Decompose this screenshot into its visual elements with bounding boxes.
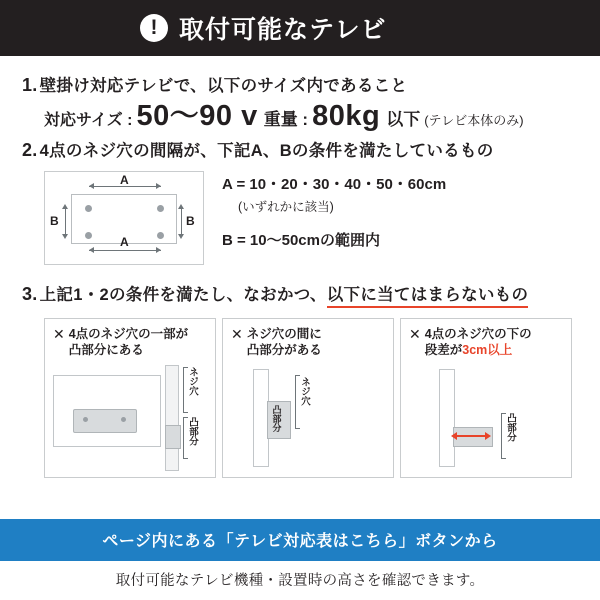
step-measure-line bbox=[455, 435, 487, 437]
requirement-3-text-pre: 上記1・2の条件を満たし、なおかつ、 bbox=[39, 286, 327, 304]
dim-line-b-right bbox=[181, 208, 182, 236]
requirement-1-number: 1. bbox=[22, 75, 38, 95]
dim-arrow-b-right-down bbox=[178, 234, 184, 239]
exclusion-card-3-line1: 4点のネジ穴の下の bbox=[424, 327, 532, 341]
weight-value: 80kg bbox=[312, 100, 381, 132]
side-profile-bar bbox=[165, 365, 179, 471]
exclusion-card-3-title bbox=[425, 326, 532, 359]
requirement-2-values bbox=[222, 169, 446, 250]
requirement-3-text-underlined: 以下に当てはまらないもの bbox=[327, 281, 529, 308]
exclusion-card-2-title bbox=[247, 326, 322, 359]
exclusion-card-2-heading bbox=[231, 326, 385, 359]
dim-line-b-left bbox=[65, 208, 66, 236]
dim-arrow-b-left-up bbox=[62, 204, 68, 209]
requirement-1-heading bbox=[22, 72, 578, 96]
requirement-2-heading bbox=[22, 137, 578, 161]
label-bump: 凸部分 bbox=[504, 412, 516, 441]
screw-hole-bottom-left bbox=[85, 232, 92, 239]
screw-hole-bottom-right bbox=[157, 232, 164, 239]
requirement-3 bbox=[22, 281, 578, 478]
weight-label: 重量 : bbox=[263, 110, 309, 129]
exclusion-card-1-title bbox=[69, 326, 188, 359]
label-screw-hole: ネジ穴 bbox=[186, 366, 198, 395]
requirement-1-text: 壁掛け対応テレビで、以下のサイズ内であること bbox=[39, 77, 408, 95]
size-value: 50〜90 v bbox=[136, 100, 258, 132]
footer-note-text: 取付可能なテレビ機種・設置時の高さを確認できます。 bbox=[0, 561, 600, 600]
exclusion-card-2 bbox=[222, 318, 394, 478]
weight-suffix: 以下 bbox=[386, 110, 421, 129]
screw-hole-top-left bbox=[85, 205, 92, 212]
screw-hole-right bbox=[121, 417, 126, 422]
requirement-2-content bbox=[44, 169, 578, 265]
label-bump-inner: 凸部分 bbox=[271, 404, 282, 432]
dim-label-b-right: B bbox=[186, 214, 195, 228]
requirement-2-number: 2. bbox=[22, 140, 38, 160]
exclamation-icon: ! bbox=[140, 14, 168, 42]
footer-highlight-text: ページ内にある「テレビ対応表はこちら」ボタンから bbox=[0, 519, 600, 561]
x-mark-icon: ✕ bbox=[409, 326, 421, 342]
content-body bbox=[0, 56, 600, 478]
dimension-a-note: (いずれかに該当) bbox=[238, 200, 334, 214]
screw-hole-diagram bbox=[44, 171, 204, 265]
dim-line-a-bottom bbox=[89, 250, 161, 251]
requirement-2 bbox=[22, 137, 578, 265]
dim-label-b-left: B bbox=[50, 214, 59, 228]
exclusion-card-2-line2: 凸部分がある bbox=[246, 343, 322, 358]
requirement-3-heading bbox=[22, 281, 578, 308]
step-measure-arrow-left bbox=[451, 432, 457, 440]
dim-arrow-a-bottom-left bbox=[89, 247, 94, 253]
exclusion-card-2-figure bbox=[231, 365, 385, 469]
dim-label-a-bottom: A bbox=[120, 235, 129, 249]
exclusion-card-1-heading bbox=[53, 326, 207, 359]
exclusion-card-2-line1: ネジ穴の間に bbox=[246, 327, 322, 341]
exclusion-card-3-line2-pre: 段差が bbox=[424, 343, 463, 358]
size-label: 対応サイズ : bbox=[44, 112, 133, 129]
exclusion-card-1-figure bbox=[53, 365, 207, 469]
requirement-1-spec bbox=[44, 102, 578, 131]
exclusion-card-3 bbox=[400, 318, 572, 478]
screw-hole-left bbox=[83, 417, 88, 422]
dim-arrow-a-bottom-right bbox=[156, 247, 161, 253]
dim-arrow-a-top-left bbox=[89, 183, 94, 189]
step-measure-arrow-right bbox=[485, 432, 491, 440]
screw-hole-top-right bbox=[157, 205, 164, 212]
page-header bbox=[0, 0, 600, 56]
page-footer bbox=[0, 519, 600, 600]
exclusion-cards bbox=[44, 318, 578, 478]
label-bump: 凸部分 bbox=[186, 416, 198, 445]
side-bump bbox=[165, 425, 181, 449]
label-screw-hole: ネジ穴 bbox=[298, 376, 310, 405]
exclusion-card-1-line2: 凸部分にある bbox=[68, 343, 144, 358]
page-title: 取付可能なテレビ bbox=[179, 16, 387, 44]
exclusion-card-3-figure bbox=[409, 365, 563, 469]
requirement-1 bbox=[22, 72, 578, 131]
x-mark-icon: ✕ bbox=[231, 326, 243, 342]
weight-note: (テレビ本体のみ) bbox=[424, 113, 524, 128]
dimension-a-values: A = 10・20・30・40・50・60cm bbox=[222, 176, 447, 193]
dim-arrow-a-top-right bbox=[156, 183, 161, 189]
requirement-3-number: 3. bbox=[22, 284, 38, 304]
exclusion-card-3-heading bbox=[409, 326, 563, 359]
dim-label-a-top: A bbox=[120, 173, 129, 187]
exclusion-card-1-line1: 4点のネジ穴の一部が bbox=[68, 327, 189, 341]
tv-back-panel bbox=[439, 369, 455, 467]
exclusion-card-3-line2-red: 3cm以上 bbox=[462, 343, 513, 358]
x-mark-icon: ✕ bbox=[53, 326, 65, 342]
requirement-2-text: 4点のネジ穴の間隔が、下記A、Bの条件を満たしているもの bbox=[39, 142, 494, 160]
exclusion-card-1 bbox=[44, 318, 216, 478]
dim-arrow-b-left-down bbox=[62, 234, 68, 239]
dim-arrow-b-right-up bbox=[178, 204, 184, 209]
dimension-b-values: B = 10〜50cmの範囲内 bbox=[222, 232, 380, 249]
